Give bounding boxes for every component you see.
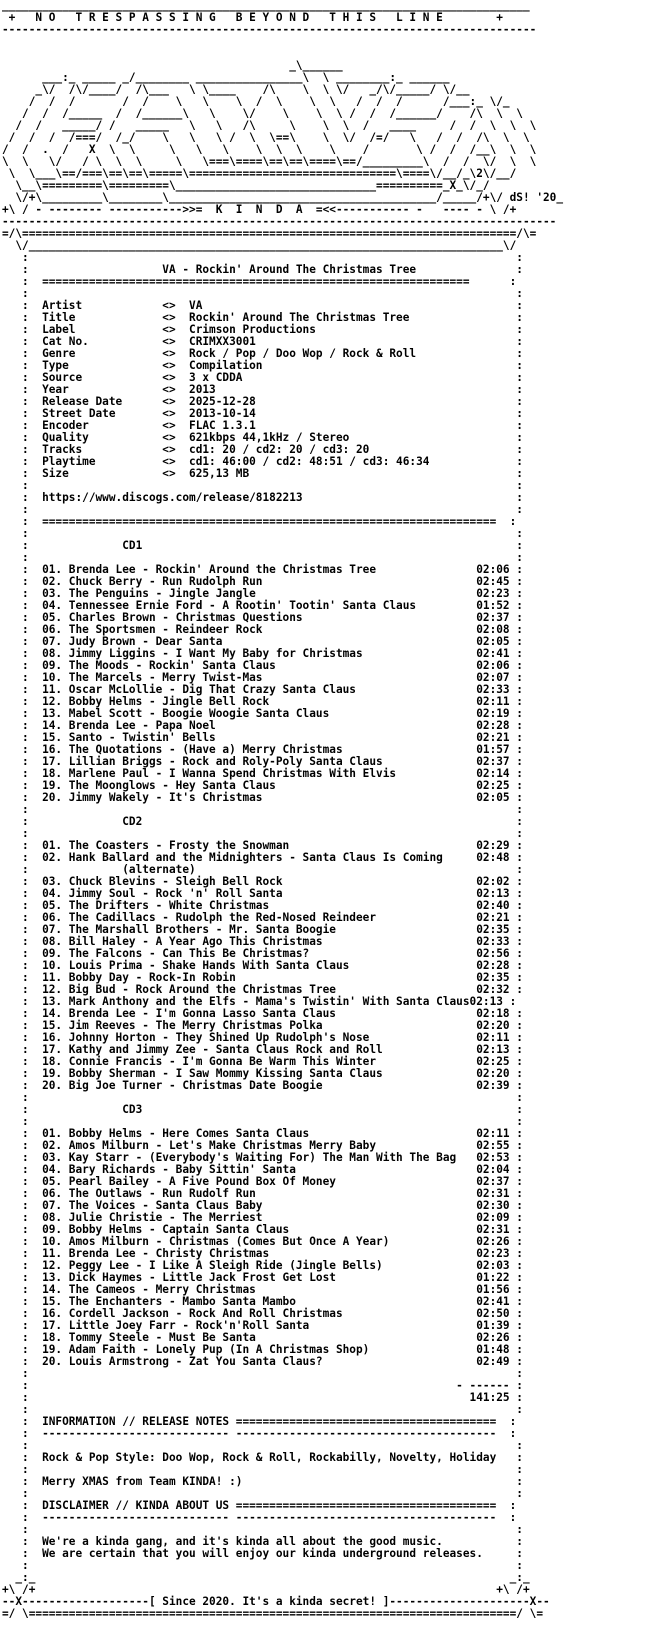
nfo-line: : https://www.discogs.com/release/8182213 : (2, 491, 523, 504)
nfo-line: : : (2, 527, 523, 540)
nfo-line: : Merry XMAS from Team KINDA! :) : (2, 1475, 523, 1488)
nfo-line: : : (2, 503, 523, 516)
nfo-line: : 09. The Falcons - Can This Be Christmas? 02:56 : (2, 947, 523, 960)
nfo-line: : 05. Charles Brown - Christmas Questions 02:37 : (2, 611, 523, 624)
nfo-line: : 19. Adam Faith - Lonely Pup (In A Christmas Shop) 01:48 : (2, 1343, 523, 1356)
nfo-line: : 05. The Drifters - White Christmas 02:40 : (2, 899, 523, 912)
nfo-line: / / _____/ / _____ \ \ /\ \ \ \ / ____ / / \ \ \ (2, 119, 543, 132)
nfo-line: : : (2, 803, 523, 816)
nfo-line: : 20. Jimmy Wakely - It's Christmas 02:05 : (2, 791, 523, 804)
nfo-line: ___:_ _____ _/________ ________________\ \ ________:_ ______ (2, 71, 530, 84)
nfo-line: : : (2, 479, 523, 492)
nfo-line: : 141:25 : (2, 1391, 523, 1404)
nfo-line: \/+\_________\________\________________________________________/_____/+\/ dS! '20_ (2, 191, 564, 204)
nfo-line: : 04. Bary Richards - Baby Sittin' Santa 02:04 : (2, 1163, 523, 1176)
nfo-line: : 10. Louis Prima - Shake Hands With Santa Claus 02:28 : (2, 959, 523, 972)
nfo-line: : 07. Judy Brown - Dear Santa 02:05 : (2, 635, 523, 648)
nfo-line: : 13. Mabel Scott - Boogie Woogie Santa Claus 02:19 : (2, 707, 523, 720)
nfo-line: \ \ \/ / \ \ \ \ \===\====\==\==\====\==/_________\ / / \/ \ \ (2, 155, 537, 168)
nfo-line: : 17. Lillian Briggs - Rock and Roly-Poly Santa Claus 02:37 : (2, 755, 523, 768)
nfo-line: / / /_____ / /______\ \ \/ \ \ \ / / /______/ /\ \ \ (2, 107, 537, 120)
nfo-line: : : (2, 1115, 523, 1128)
nfo-line: : CD1 : (2, 539, 523, 552)
nfo-line: : 01. Brenda Lee - Rockin' Around the Christmas Tree 02:06 : (2, 563, 523, 576)
nfo-line: : 01. Bobby Helms - Here Comes Santa Claus 02:11 : (2, 1127, 523, 1140)
nfo-line: --X-------------------[ Since 2020. It's a kinda secret! ]---------------------X-- (2, 1595, 550, 1608)
nfo-line: / / / / / \ \ \ / \ \ \ / / / /___:_ \/_ (2, 95, 530, 108)
nfo-line: : 11. Bobby Day - Rock-In Robin 02:35 : (2, 971, 523, 984)
nfo-line: : 14. Brenda Lee - I'm Gonna Lasso Santa Claus 02:18 : (2, 1007, 523, 1020)
nfo-line: : VA - Rockin' Around The Christmas Tree : (2, 263, 523, 276)
nfo-line: : 20. Louis Armstrong - Zat You Santa Claus? 02:49 : (2, 1355, 523, 1368)
nfo-line: : Cat No. <> CRIMXX3001 : (2, 335, 523, 348)
nfo-line: : Type <> Compilation : (2, 359, 523, 372)
nfo-line: : : (2, 1487, 523, 1500)
nfo-line: : Quality <> 621kbps 44,1kHz / Stereo : (2, 431, 523, 444)
nfo-line: \__\=========\=========\______________________________==========_X_\/_/ (2, 179, 523, 192)
nfo-line: +\ / - -------- ----------->>= K I N D A =<<----------- - ---- - \ /+ (2, 203, 517, 216)
nfo-line: : 14. The Cameos - Merry Christmas 01:56 : (2, 1283, 523, 1296)
nfo-line: : 09. Bobby Helms - Captain Santa Claus 02:31 : (2, 1223, 523, 1236)
nfo-line: : 18. Connie Francis - I'm Gonna Be Warm This Winter 02:25 : (2, 1055, 523, 1068)
nfo-line: : 08. Julie Christie - The Merriest 02:09 : (2, 1211, 523, 1224)
nfo-line: _:_ _:_ (2, 1571, 530, 1584)
nfo-line: : Playtime <> cd1: 46:00 / cd2: 48:51 / cd3: 46:34 : (2, 455, 523, 468)
nfo-line: : CD2 : (2, 815, 523, 828)
nfo-line: : 05. Pearl Bailey - A Five Pound Box Of Money 02:37 : (2, 1175, 523, 1188)
nfo-line: : 03. Kay Starr - (Everybody's Waiting For) The Man With The Bag 02:53 : (2, 1151, 523, 1164)
nfo-line: : Year <> 2013 : (2, 383, 523, 396)
nfo-line: : 07. The Voices - Santa Claus Baby 02:30 : (2, 1199, 523, 1212)
nfo-line: : 13. Dick Haymes - Little Jack Frost Get Lost 01:22 : (2, 1271, 523, 1284)
nfo-line: : : (2, 1559, 523, 1572)
nfo-line: -------------------------------------------------------------------------------- (2, 23, 537, 36)
nfo-line: : 04. Tennessee Ernie Ford - A Rootin' Tootin' Santa Claus 01:52 : (2, 599, 523, 612)
nfo-line: : : (2, 1523, 523, 1536)
nfo-line: : 12. Peggy Lee - I Like A Sleigh Ride (Jingle Bells) 02:03 : (2, 1259, 523, 1272)
nfo-line: : Source <> 3 x CDDA : (2, 371, 523, 384)
nfo-line: + N O T R E S P A S S I N G B E Y O N D T H I S L I N E + (2, 11, 517, 24)
nfo-line: : 20. Big Joe Turner - Christmas Date Boogie 02:39 : (2, 1079, 523, 1092)
nfo-line: : ---------------------------- --------------------------------------- : (2, 1427, 517, 1440)
nfo-line: : 06. The Outlaws - Run Rudolf Run 02:31 : (2, 1187, 523, 1200)
nfo-line: : 16. Johnny Horton - They Shined Up Rudolph's Nose 02:11 : (2, 1031, 523, 1044)
nfo-line: : We are certain that you will enjoy our kinda underground releases. : (2, 1547, 523, 1560)
nfo-line: : 19. The Moonglows - Hey Santa Claus 02:25 : (2, 779, 523, 792)
nfo-line: : : (2, 1367, 523, 1380)
nfo-line: : : (2, 251, 523, 264)
nfo-line: : 04. Jimmy Soul - Rock 'n' Roll Santa 02:13 : (2, 887, 523, 900)
nfo-line: / / . / X \ \ \ \ \ \ \ \ \ / \ / / /__\ \ \ (2, 143, 537, 156)
nfo-line: : 17. Kathy and Jimmy Zee - Santa Claus Rock and Roll 02:13 : (2, 1043, 523, 1056)
nfo-line: : 13. Mark Anthony and the Elfs - Mama's Twistin' With Santa Claus02:13 : (2, 995, 517, 1008)
nfo-line: : ================================================================ : (2, 275, 517, 288)
nfo-line: _\/ /\/____/ /\___ \ \____ /\ \ \ \/ _/\/_____/ \/__ (2, 83, 530, 96)
nfo-line: : 02. Amos Milburn - Let's Make Christmas Merry Baby 02:55 : (2, 1139, 523, 1152)
nfo-line: : 12. Bobby Helms - Jingle Bell Rock 02:11 : (2, 695, 523, 708)
nfo-line: : ==================================================================== : (2, 515, 517, 528)
nfo-line: : 09. The Moods - Rockin' Santa Claus 02:06 : (2, 659, 523, 672)
nfo-line: : Artist <> VA : (2, 299, 523, 312)
nfo-line: +\ /+ +\ /+ (2, 1583, 530, 1596)
nfo-line: : 18. Marlene Paul - I Wanna Spend Christmas With Elvis 02:14 : (2, 767, 523, 780)
nfo-line: : : (2, 287, 523, 300)
nfo-line: : - ------ : (2, 1379, 523, 1392)
nfo-line: \/_______________________________________________________________________\/ (2, 239, 523, 252)
nfo-line: : Encoder <> FLAC 1.3.1 : (2, 419, 523, 432)
nfo-line: \ \___\==/===\==\==\=====\===============================\====\/__/_\2\/__/ (2, 167, 523, 180)
nfo-line: : 07. The Marshall Brothers - Mr. Santa Boogie 02:35 : (2, 923, 523, 936)
nfo-line: : CD3 : (2, 1103, 523, 1116)
nfo-line: : : (2, 551, 523, 564)
nfo-line: : : (2, 1463, 523, 1476)
nfo-line: : Rock & Pop Style: Doo Wop, Rock & Roll, Rockabilly, Novelty, Holiday : (2, 1451, 523, 1464)
nfo-line: : 08. Jimmy Liggins - I Want My Baby for Christmas 02:41 : (2, 647, 523, 660)
nfo-line: : : (2, 1439, 523, 1452)
nfo-line (2, 36, 656, 48)
nfo-line: : 17. Little Joey Farr - Rock'n'Roll Santa 01:39 : (2, 1319, 523, 1332)
nfo-line: : Title <> Rockin' Around The Christmas Tree : (2, 311, 523, 324)
nfo-line: : 02. Chuck Berry - Run Rudolph Run 02:45 : (2, 575, 523, 588)
nfo-line: : Genre <> Rock / Pop / Doo Wop / Rock & Roll : (2, 347, 523, 360)
nfo-line: : 01. The Coasters - Frosty the Snowman 02:29 : (2, 839, 523, 852)
nfo-line: : 15. Santo - Twistin' Bells 02:21 : (2, 731, 523, 744)
nfo-line: : DISCLAIMER // KINDA ABOUT US ======================================= : (2, 1499, 517, 1512)
nfo-line: : 16. Cordell Jackson - Rock And Roll Christmas 02:50 : (2, 1307, 523, 1320)
nfo-line: : 10. The Marcels - Merry Twist-Mas 02:07 : (2, 671, 523, 684)
nfo-line: : 15. The Enchanters - Mambo Santa Mambo 02:41 : (2, 1295, 523, 1308)
nfo-line: / / / /===/ /_/ \ \ \ / \ \==\ \ \/ /=/ \ / / /\ \ \ (2, 131, 530, 144)
nfo-line: : ---------------------------- --------------------------------------- : (2, 1511, 517, 1524)
nfo-line: : 08. Bill Haley - A Year Ago This Christmas 02:33 : (2, 935, 523, 948)
nfo-line: : INFORMATION // RELEASE NOTES ======================================= : (2, 1415, 517, 1428)
nfo-line: : Size <> 625,13 MB : (2, 467, 523, 480)
nfo-line: : 14. Brenda Lee - Papa Noel 02:28 : (2, 719, 523, 732)
nfo-line: _\______ (2, 59, 537, 72)
nfo-line: : Street Date <> 2013-10-14 : (2, 407, 523, 420)
nfo-line: =/\==========================================================================/\= (2, 227, 537, 240)
nfo-line: : 15. Jim Reeves - The Merry Christmas Polka 02:20 : (2, 1019, 523, 1032)
nfo-line: : 06. The Cadillacs - Rudolph the Red-Nosed Reindeer 02:21 : (2, 911, 523, 924)
nfo-line: : : (2, 1403, 523, 1416)
nfo-line: : 06. The Sportsmen - Reindeer Rock 02:08 : (2, 623, 523, 636)
nfo-line: : : (2, 827, 523, 840)
nfo-line: : Release Date <> 2025-12-28 : (2, 395, 523, 408)
nfo-line: : : (2, 1091, 523, 1104)
nfo-line: : (alternate) : (2, 863, 523, 876)
nfo-line: : 03. Chuck Blevins - Sleigh Bell Rock 02:02 : (2, 875, 523, 888)
nfo-line: : 03. The Penguins - Jingle Jangle 02:23 : (2, 587, 523, 600)
nfo-line: : 19. Bobby Sherman - I Saw Mommy Kissing Santa Claus 02:20 : (2, 1067, 523, 1080)
nfo-line: ----------------------------------------------------------------------------------- (2, 215, 557, 228)
nfo-line: _______________________________________________________________________________ (2, 0, 530, 12)
nfo-line: : 02. Hank Ballard and the Midnighters - Santa Claus Is Coming 02:48 : (2, 851, 523, 864)
nfo-line: : We're a kinda gang, and it's kinda all about the good music. : (2, 1535, 523, 1548)
nfo-line: : 11. Brenda Lee - Christy Christmas 02:23 : (2, 1247, 523, 1260)
nfo-line: : 16. The Quotations - (Have a) Merry Christmas 01:57 : (2, 743, 523, 756)
nfo-line: : 11. Oscar McLollie - Dig That Crazy Santa Claus 02:33 : (2, 683, 523, 696)
nfo-line: : 10. Amos Milburn - Christmas (Comes But Once A Year) 02:26 : (2, 1235, 523, 1248)
nfo-line: : 12. Big Bud - Rock Around the Christmas Tree 02:32 : (2, 983, 523, 996)
nfo-line: : Tracks <> cd1: 20 / cd2: 20 / cd3: 20 : (2, 443, 523, 456)
nfo-line: : 18. Tommy Steele - Must Be Santa 02:26 : (2, 1331, 523, 1344)
nfo-line: : Label <> Crimson Productions : (2, 323, 523, 336)
nfo-line: =/ \=========================================================================/ \= (2, 1607, 543, 1620)
